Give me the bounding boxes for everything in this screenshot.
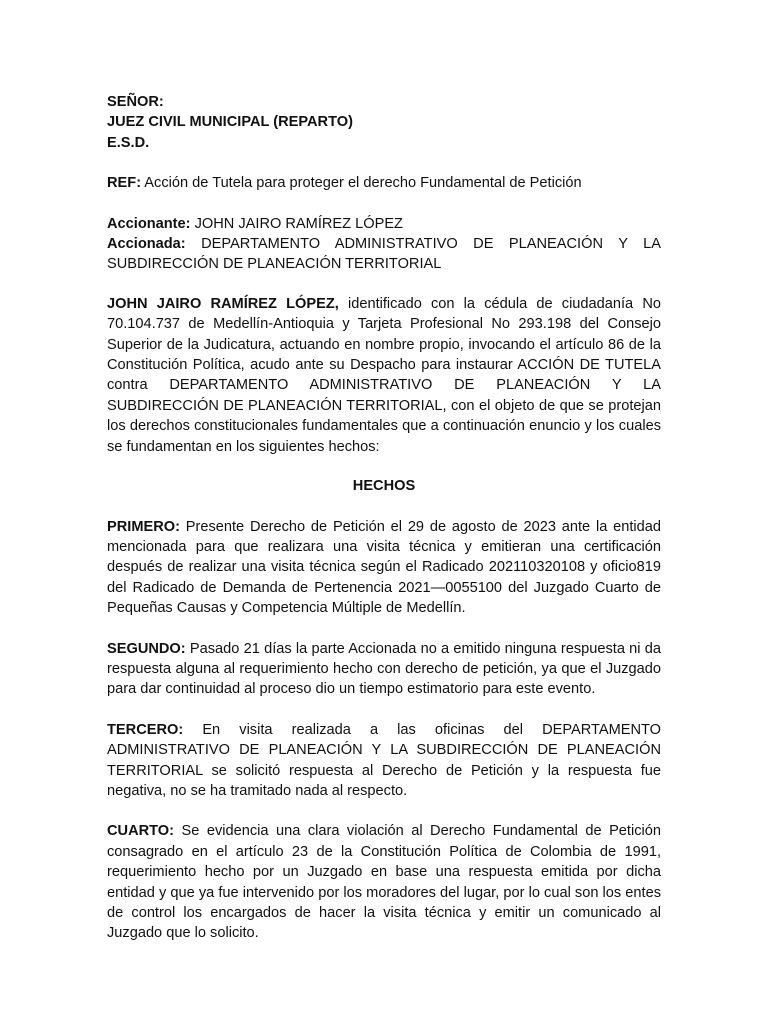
- fact-cuarto-text: Se evidencia una clara violación al Derecho Fundamental de Petición consagrado en el artículo 23 de la Constitución Política de Colombia de 1991, requerimiento hecho por un Juzgado en base una respuesta emitida por dicha entidad y que ya fue intervenido por los moradores del lugar, por lo cual son los entes de control los encargados de hacer la visita técnica y emitir un comunicado al Juzgado que lo solicito.: [107, 823, 661, 942]
- fact-cuarto: [107, 821, 661, 943]
- intro-name: JOHN JAIRO RAMÍREZ LÓPEZ,: [107, 295, 339, 312]
- reference-text: Acción de Tutela para proteger el derecho Fundamental de Petición: [141, 175, 582, 192]
- fact-tercero-label: TERCERO:: [107, 721, 184, 738]
- addressee-court: JUEZ CIVIL MUNICIPAL (REPARTO): [107, 114, 353, 131]
- intro-paragraph: [107, 294, 661, 457]
- fact-tercero-text: En visita realizada a las oficinas del DEPARTAMENTO ADMINISTRATIVO DE PLANEACIÓN Y LA SUBDIRECCIÓN DE PLANEACIÓN TERRITORIAL se solicitó respuesta al Derecho de Petición y la respuesta fue negativa, no se ha tramitado nada al respecto.: [107, 721, 661, 799]
- fact-segundo: [107, 639, 661, 700]
- fact-cuarto-label: CUARTO:: [107, 823, 175, 840]
- fact-tercero: [107, 720, 661, 802]
- intro-text: identificado con la cédula de ciudadanía No 70.104.737 de Medellín-Antioquia y Tarjeta Profesional No 293.198 del Consejo Superior de la Judicatura, actuando en nombre propio, invocando el artículo 86 de la Constitución Política, acudo ante su Despacho para instaurar ACCIÓN DE TUTELA contra DEPARTAMENTO ADMINISTRATIVO DE PLANEACIÓN Y LA SUBDIRECCIÓN DE PLANEACIÓN TERRITORIAL, con el objeto de que se protejan los derechos constitucionales fundamentales que a continuación enuncio y los cuales se fundamentan en los siguientes hechos:: [107, 295, 661, 455]
- hechos-heading: HECHOS: [352, 478, 416, 495]
- accionante-value: JOHN JAIRO RAMÍREZ LÓPEZ: [190, 215, 403, 232]
- accionante-label: Accionante:: [107, 215, 191, 232]
- reference-line: [107, 173, 661, 193]
- accionada-value: DEPARTAMENTO ADMINISTRATIVO DE PLANEACIÓN Y LA SUBDIRECCIÓN DE PLANEACIÓN TERRITORIAL: [107, 236, 661, 273]
- accionada-line: [107, 234, 661, 275]
- fact-segundo-text: Pasado 21 días la parte Accionada no a emitido ninguna respuesta ni da respuesta alguna al requerimiento hecho con derecho de petición, ya que el Juzgado para dar continuidad al proceso dio un tiempo estimatorio para este evento.: [107, 640, 661, 698]
- addressee-salutation: SEÑOR:: [107, 94, 164, 110]
- accionante-line: [107, 214, 661, 234]
- fact-primero-label: PRIMERO:: [107, 518, 180, 535]
- addressee-esd: E.S.D.: [107, 134, 150, 151]
- fact-segundo-label: SEGUNDO:: [107, 640, 186, 657]
- fact-primero-text: Presente Derecho de Petición el 29 de agosto de 2023 ante la entidad mencionada para que realizara una visita técnica y emitieran una certificación después de realizar una visita técnica según el Radicado 202110320108 y oficio819 del Radicado de Demanda de Pertenencia 2021—0055100 del Juzgado Cuarto de Pequeñas Causas y Competencia Múltiple de Medellín.: [107, 518, 661, 617]
- addressee-block: [107, 92, 661, 153]
- parties-block: [107, 214, 661, 275]
- reference-label: REF:: [107, 175, 142, 192]
- fact-primero: [107, 517, 661, 619]
- accionada-label: Accionada:: [107, 236, 186, 253]
